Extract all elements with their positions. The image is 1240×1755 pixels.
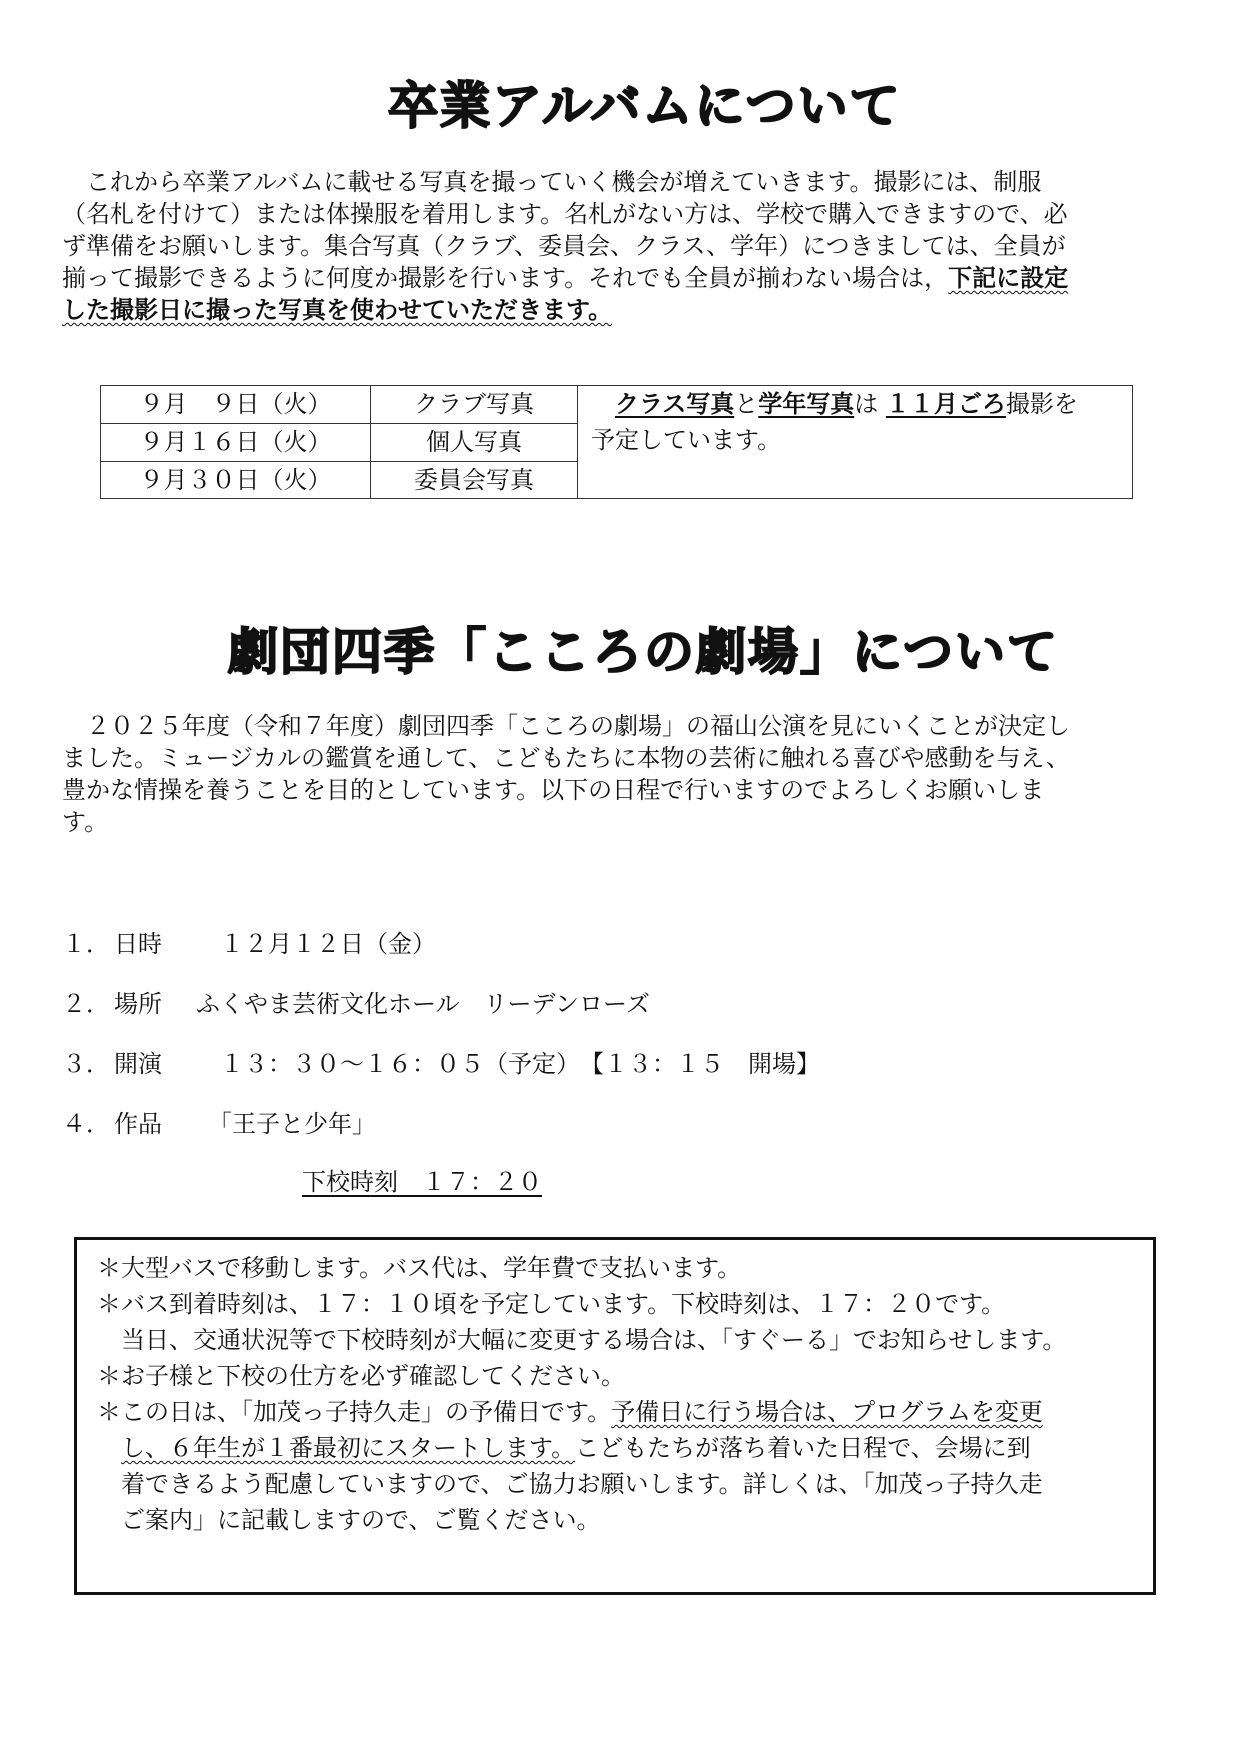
theater-paragraph [62,710,1192,838]
album-paragraph [62,166,1192,326]
album-paragraph-emphasis: 下記に設定 [948,264,1069,292]
notice-line [97,1432,1043,1464]
notice-item [97,1288,1066,1356]
note-text: 撮影を [1005,390,1078,418]
notice-item: ＊大型バスで移動します。バス代は、学年費で支払います。 [97,1254,742,1282]
album-section-title: 卒業アルバムについて [388,77,902,135]
notice-text: ＊この日は、「加茂っ子持久走」の予備日です。 [97,1398,612,1426]
schedule-photo-type: 委員会写真 [371,462,578,498]
album-paragraph-line: （名札を付けて）または体操服を着用します。名札がない方は、学校で購入できますので、必 [62,200,1068,228]
theater-section-title: 劇団四季「こころの劇場」について [228,623,1059,681]
detail-number: ２． [62,990,110,1018]
class-photo-label: クラス写真 [615,390,735,418]
detail-number: ４． [62,1110,110,1138]
schedule-photo-type: クラブ写真 [371,386,578,424]
notice-text: ご案内」に記載しますので、ご覧ください。 [121,1506,601,1534]
schedule-date: ９月１６日（火） [101,424,371,462]
notice-box [74,1237,1156,1595]
notice-line [97,1504,1043,1536]
schedule-date: ９月 ９日（火） [101,386,371,424]
notice-line: ＊バス到着時刻は、１７：１０頃を予定しています。下校時刻は、１７：２０です。 [97,1290,1006,1318]
detail-label: 作品 [114,1110,162,1138]
theater-paragraph-line: ２０２５年度（令和７年度）劇団四季「こころの劇場」の福山公演を見にいくことが決定し [62,712,1070,740]
schedule-note [591,386,1131,458]
schedule-note-line: 予定しています。 [591,426,782,454]
schedule-date: ９月３０日（火） [101,462,371,498]
photo-period: １１月ごろ [885,390,1006,418]
notice-line: 当日、交通状況等で下校時刻が大幅に変更する場合は、「すぐーる」でお知らせします。 [97,1326,1067,1354]
notice-text: 着できるよう配慮していますので、ご協力お願いします。詳しくは、「加茂っ子持久走 [121,1470,1043,1498]
detail-label: 日時 [114,930,162,958]
album-paragraph-emphasis: した撮影日に撮った写真を使わせていただきます。 [62,296,613,324]
album-paragraph-line: ず準備をお願いします。集合写真（クラブ、委員会、クラス、学年）につきましては、全員が [62,232,1066,260]
notice-text: こどもたちが落ち着いた日程で、会場に到 [575,1434,1031,1462]
detail-number: １． [62,930,110,958]
theater-paragraph-line: ました。ミュージカルの鑑賞を通して、こどもたちに本物の芸術に触れる喜びや感動を与え、 [62,744,1070,772]
schedule-photo-type: 個人写真 [371,424,578,462]
note-text: は [854,390,879,418]
theater-paragraph-line: 豊かな情操を養うことを目的としています。以下の日程で行いますのでよろしくお願いしま [62,776,1045,804]
notice-item [97,1396,1043,1536]
notice-emphasis: し、６年生が１番最初にスタートします。 [121,1434,576,1462]
notice-line [97,1396,1043,1428]
schedule-note-line [591,386,1131,422]
detail-value: 「王子と少年」 [196,1110,376,1138]
photo-schedule-table [100,385,1133,499]
detail-venue [62,988,650,1020]
note-text: と [734,390,759,418]
detail-label: 開演 [114,1050,162,1078]
detail-number: ３． [62,1050,110,1078]
album-paragraph-text: 揃って撮影できるように何度か撮影を行います。それでも全員が揃わない場合は， [62,264,949,292]
detail-label: 場所 [114,990,162,1018]
detail-value: １３：３０～１６：０５（予定） 【１３：１５ 開場】 [196,1050,820,1078]
detail-value: ふくやま芸術文化ホール リーデンローズ [196,990,650,1018]
notice-item: ＊お子様と下校の仕方を必ず確認してください。 [97,1362,625,1390]
album-paragraph-line: これから卒業アルバムに載せる写真を撮っていく機会が増えていきます。撮影には、制服 [62,168,1042,196]
detail-value: １２月１２日（金） [196,930,436,958]
detail-date [62,928,436,960]
detail-work [62,1108,376,1140]
grade-photo-label: 学年写真 [758,390,855,418]
notice-line [97,1468,1043,1500]
notice-emphasis: 予備日に行う場合は、プログラムを変更 [611,1398,1043,1426]
dismissal-time: 下校時刻 １７：２０ [302,1168,542,1196]
detail-showtime [62,1048,820,1080]
theater-paragraph-line: す。 [62,808,109,836]
album-paragraph-line [62,294,1192,326]
album-paragraph-line [62,262,1192,294]
